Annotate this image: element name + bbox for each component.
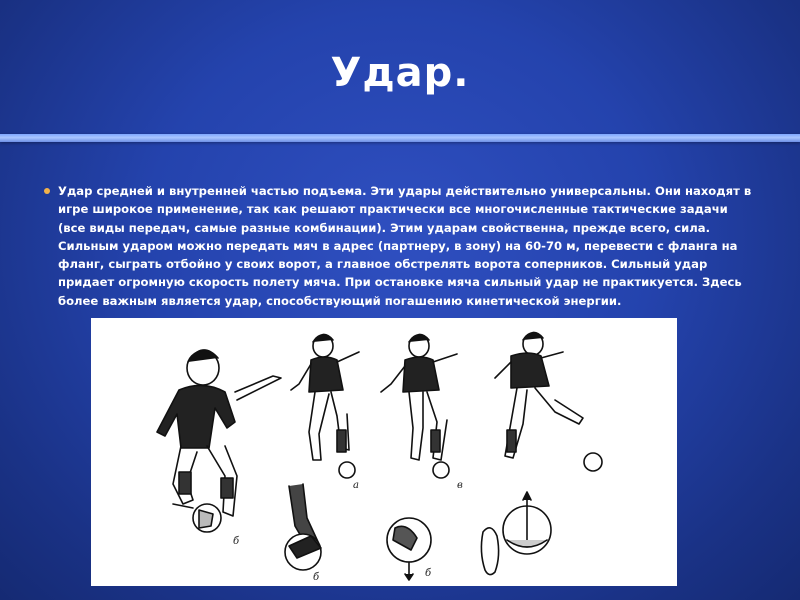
figure-label-a: а [353, 480, 359, 491]
footprint-figure [481, 528, 498, 575]
player-figure-2 [291, 334, 359, 478]
bullet-icon [44, 188, 50, 194]
figure-label-v: в [457, 480, 463, 491]
title-divider [0, 134, 800, 142]
player-figure-1 [157, 350, 281, 532]
figure-label-b2: б [313, 572, 320, 583]
ball-arrow-figure [503, 492, 551, 554]
figure-label-b3: б [425, 568, 432, 579]
illustration-svg [91, 318, 677, 586]
player-figure-3 [381, 334, 457, 478]
kick-technique-illustration [91, 318, 677, 586]
bullet-text: Удар средней и внутренней частью подъема. Эти удары действительно универсальны. Они находят в игре широкое применение, так как решают практически все многочисленные тактические задачи (все виды передач, самые разные комбинации). Этим ударам свойственна, прежде всего, сила. Сильным ударом можно передать мяч в адрес (партнеру, в зону) на 60-70 м, перевести с фланга на фланг, сыграть отбойно у своих ворот, а главное обстрелять ворота соперников. Сильный удар придает огромную скорость полету мяча. При остановке мяча сильный удар не практикуется. Здесь более важным является удар, способствующий погашению кинетической энергии. [58, 184, 752, 308]
slide-title: Удар. [330, 50, 470, 96]
kick-detail-figure [285, 484, 321, 570]
player-figure-4 [495, 332, 602, 471]
figure-label-b1: б [233, 536, 240, 547]
